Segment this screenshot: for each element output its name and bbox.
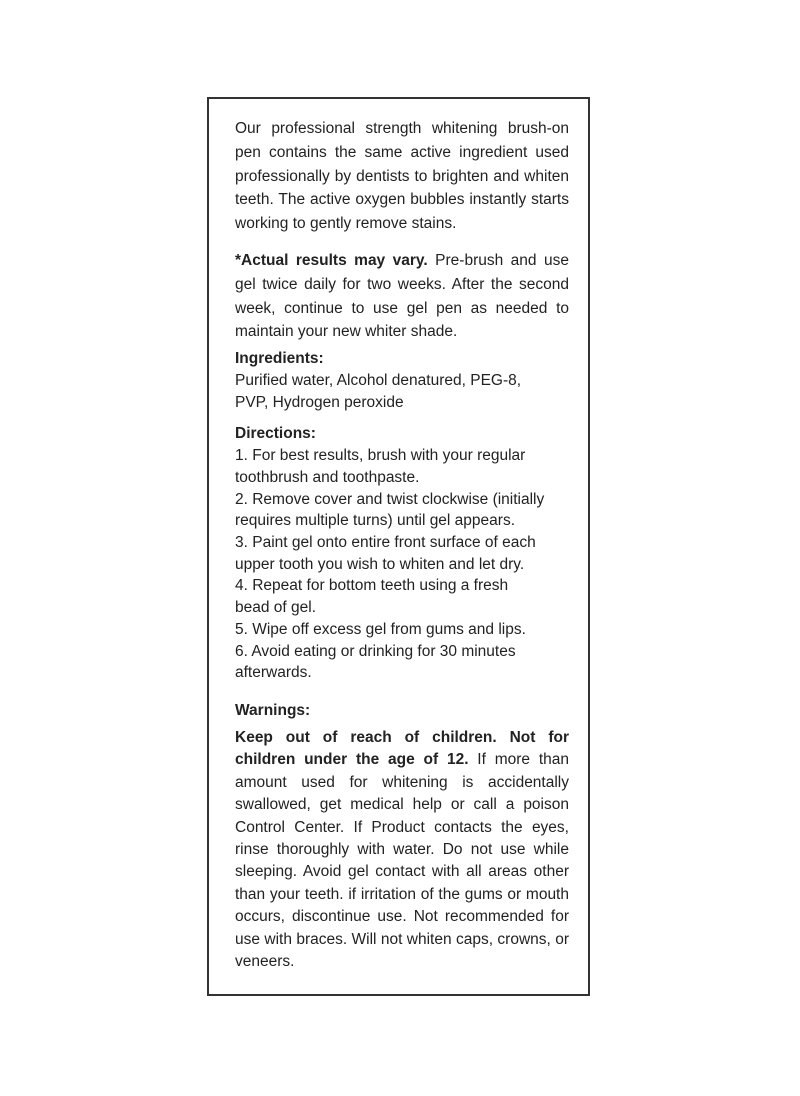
direction-step: 5. Wipe off excess gel from gums and lips.	[235, 620, 526, 638]
label-panel	[207, 97, 590, 996]
results-paragraph	[235, 249, 569, 344]
directions-list	[235, 445, 569, 684]
results-disclaimer: *Actual results may vary.	[235, 251, 428, 269]
direction-step: 2. Remove cover and twist clockwise (initially requires multiple turns) until gel appears.	[235, 490, 545, 530]
direction-step: 3. Paint gel onto entire front surface of each upper tooth you wish to whiten and let dry.	[235, 533, 536, 573]
direction-step: 6. Avoid eating or drinking for 30 minutes afterwards.	[235, 642, 516, 682]
direction-step: 1. For best results, brush with your regular toothbrush and toothpaste.	[235, 447, 526, 486]
label-content	[235, 117, 569, 973]
direction-step: 4. Repeat for bottom teeth using a fresh bead of gel.	[235, 577, 509, 617]
directions-heading: Directions:	[235, 425, 316, 443]
ingredients-heading: Ingredients:	[235, 350, 324, 368]
warnings-bold: Keep out of reach of children. Not for children under the age of 12.	[235, 728, 569, 769]
warnings-text: If more than amount used for whitening is accidentally swallowed, get medical help or call a poison Control Center. If Product contacts the eyes, rinse thoroughly with water. Do not use while sleeping. Avoid gel contact with all areas other than your teeth. if irritation of the gums or mouth occurs, discontinue use. Not recommended for use with braces. Will not whiten caps, crowns, or veneers.	[235, 751, 570, 970]
ingredients-line-2: PVP, Hydrogen peroxide	[235, 394, 404, 412]
warnings-paragraph	[235, 727, 569, 973]
warnings-heading: Warnings:	[235, 701, 311, 719]
ingredients-line-1: Purified water, Alcohol denatured, PEG-8,	[235, 372, 522, 390]
results-text: Pre-brush and use gel twice daily for two weeks. After the second week, continue to use gel pen as needed to maintain your new whiter shade.	[235, 251, 569, 341]
intro-paragraph: Our professional strength whitening brush-on pen contains the same active ingredient used professionally by dentists to brighten and whiten teeth. The active oxygen bubbles instantly starts working to gently remove stains.	[235, 120, 569, 233]
